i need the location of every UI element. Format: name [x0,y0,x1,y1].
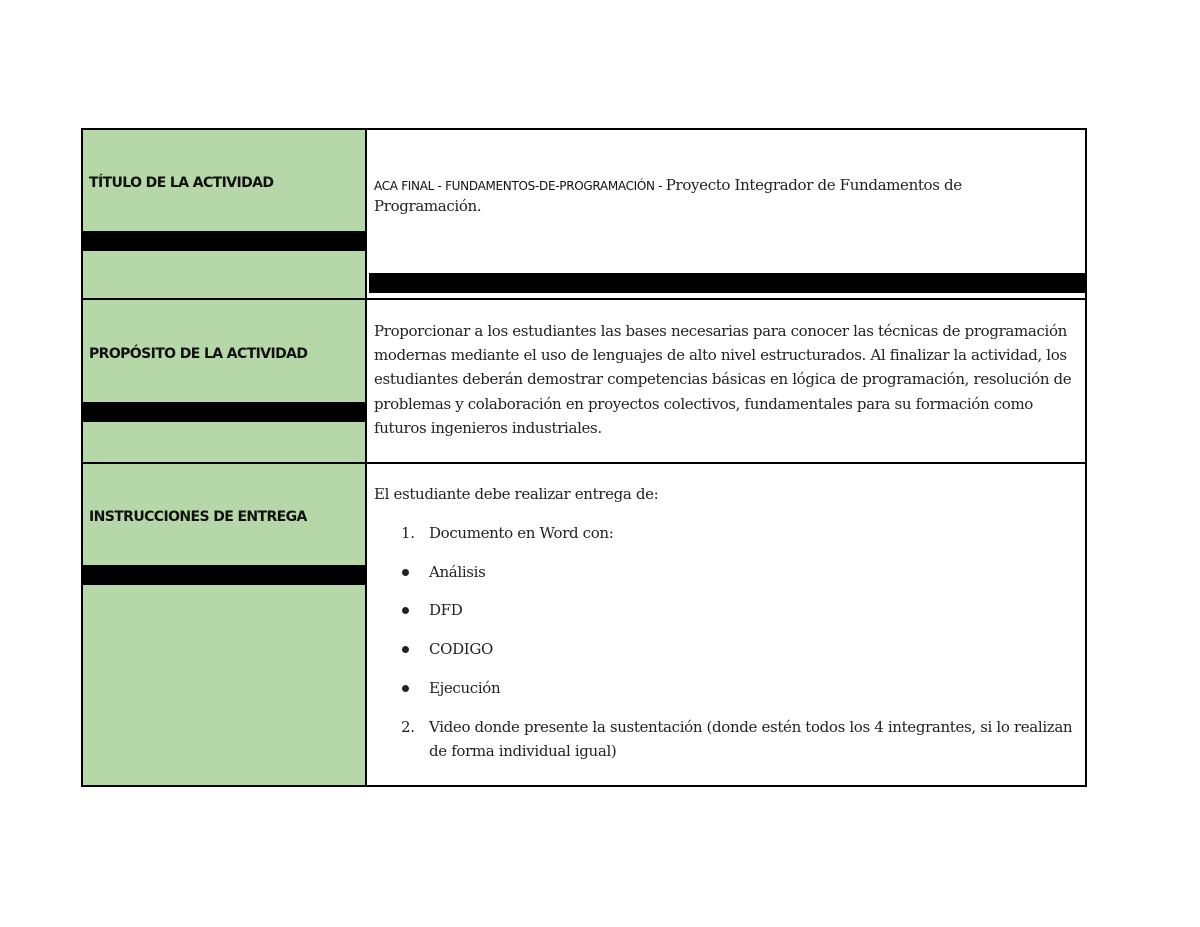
bullet-item-analisis: Análisis [429,563,486,581]
title-label-cell [83,130,367,298]
purpose-line: problemas y colaboración en proyectos colectivos, fundamentales para su formación como [374,394,1033,413]
bullet-icon [402,646,409,653]
delivery-row [83,464,1085,785]
bullet-item-ejecucion: Ejecución [429,679,501,697]
activity-table [81,128,1087,787]
title-content-cell [369,130,1085,298]
purpose-label-cell [83,300,367,462]
purpose-line: modernas mediante el uso de lenguajes de alto nivel estructurados. Al finalizar la actividad, los [374,346,1067,365]
list-number: 1. [401,524,415,542]
activity-title-text-line1: Proyecto Integrador de Fundamentos de [665,176,962,194]
purpose-line: estudiantes deberán demostrar competencias básicas en lógica de programación, resolución de [374,370,1072,389]
delivery-item-word-document: Documento en Word con: [429,524,614,542]
list-number: 2. [401,718,415,736]
purpose-content-cell [369,300,1085,462]
title-row [83,130,1085,298]
delivery-item-video-line1: Video donde presente la sustentación (donde estén todos los 4 integrantes, si lo realizan [429,718,1073,736]
purpose-line: futuros ingenieros industriales. [374,418,602,437]
delivery-item-video-line2: de forma individual igual) [429,742,617,760]
bullet-item-dfd: DFD [429,601,463,619]
label-black-bar [83,565,365,585]
delivery-intro: El estudiante debe realizar entrega de: [374,485,659,503]
title-label: TÍTULO DE LA ACTIVIDAD [89,175,274,191]
activity-title-text-line2: Programación. [374,197,482,215]
delivery-content-cell [369,464,1085,785]
delivery-label-cell [83,464,367,785]
bullet-item-codigo: CODIGO [429,640,493,658]
bullet-icon [402,569,409,576]
bullet-icon [402,685,409,692]
activity-title [374,175,1074,217]
label-black-bar [83,231,365,251]
label-black-bar [83,402,365,422]
bullet-icon [402,607,409,614]
purpose-line: Proporcionar a los estudiantes las bases necesarias para conocer las técnicas de programación [374,322,1067,340]
activity-title-prefix: ACA FINAL - FUNDAMENTOS-DE-PROGRAMACIÓN - [374,179,666,193]
purpose-label: PROPÓSITO DE LA ACTIVIDAD [89,346,308,362]
delivery-label: INSTRUCCIONES DE ENTREGA [89,509,307,525]
content-black-bar [369,273,1085,293]
purpose-text [374,319,1074,440]
purpose-row [83,300,1085,462]
